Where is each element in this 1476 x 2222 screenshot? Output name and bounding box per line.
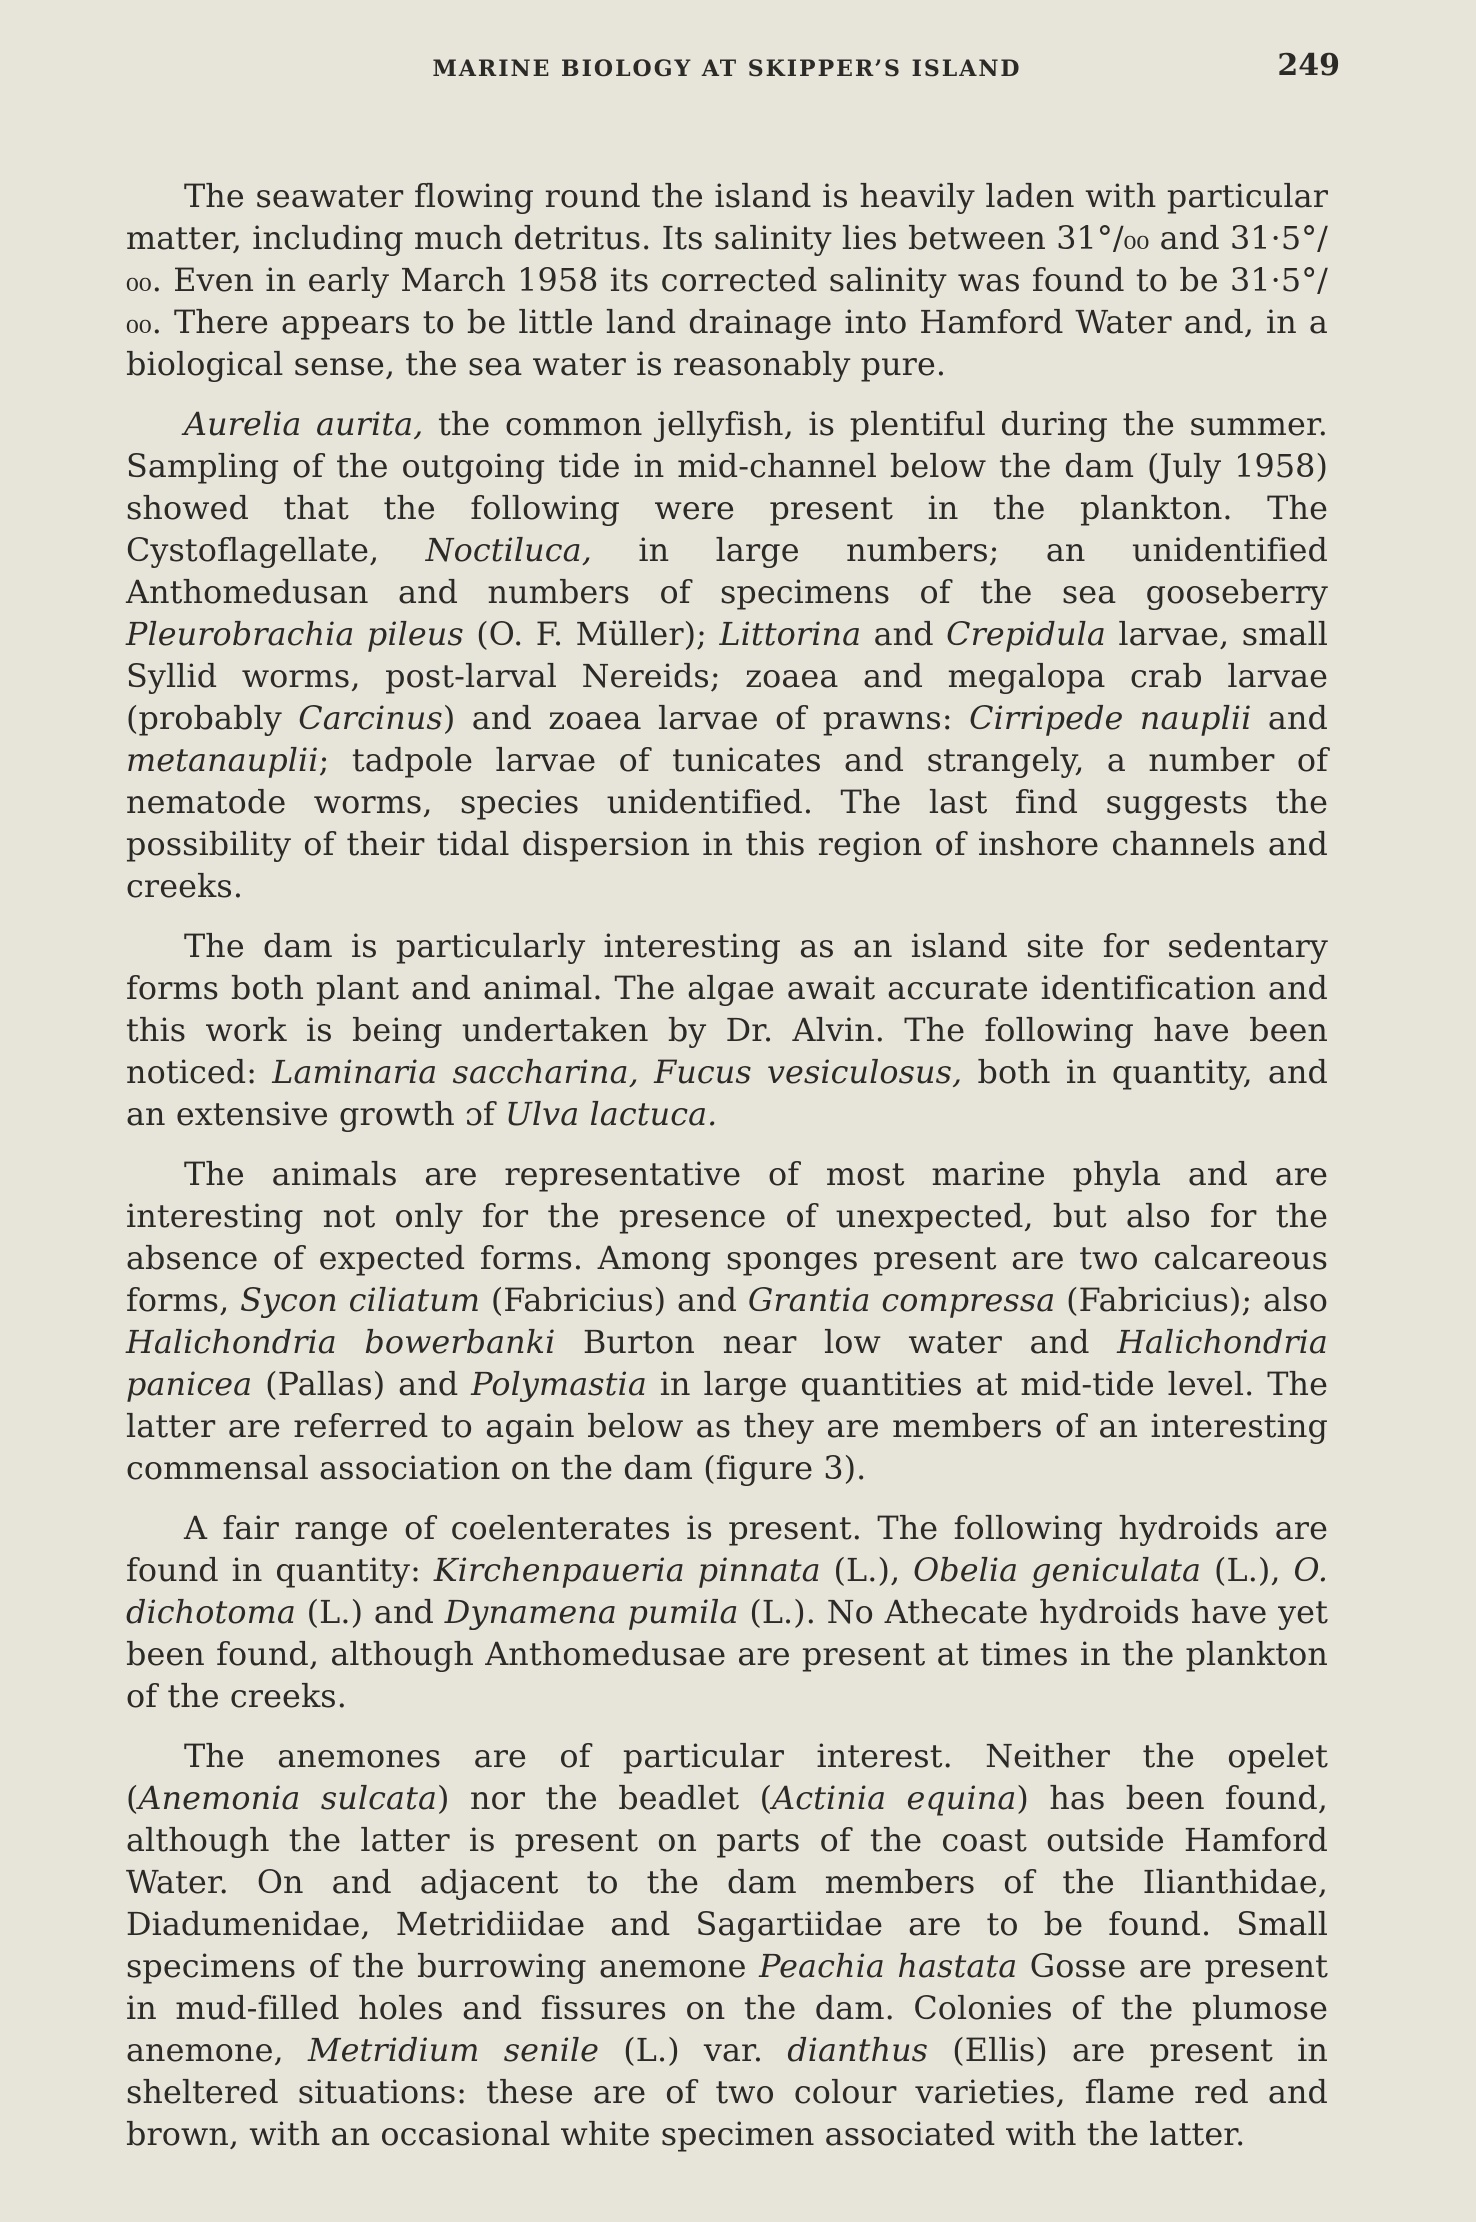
italic-term: Actinia equina [772,1780,1017,1817]
paragraph-algae [126,926,1328,1136]
italic-term: O. dichotoma [126,1552,1329,1631]
text-run: and [861,616,947,653]
text-run: The anemones are of particular interest. Neither the opelet ( [126,1738,1328,1817]
paragraph-salinity [126,176,1328,386]
italic-term: Halichondria panicea [126,1324,1328,1403]
italic-term: Cirripede nauplii [969,700,1252,737]
text-run: ; tadpole larvae of tunicates and strangely, a number of nematode worms, species unidentified. The last find suggests the possibility of their tidal dispersion in this region of inshore channels and creeks. [126,742,1328,905]
text-run: (Fabricius); also [1055,1282,1328,1319]
text-run: Gosse are present in mud-filled holes and fissures on the dam. Colonies of the plumose anemone, [126,1948,1329,2069]
text-run: (L.), [820,1552,914,1589]
italic-term: Metridium senile [307,2032,600,2069]
italic-term: Grantia compressa [747,1282,1056,1319]
italic-term: dianthus [787,2032,929,2069]
text-run: A fair range of coelenterates is present. The following hydroids are found in quantity: [126,1510,1328,1589]
text-run: (L.) var. [599,2032,788,2069]
text-run: ) and zoaea larvae of prawns: [442,700,970,737]
text-run: Burton near low water and [555,1324,1118,1361]
italic-term: Peachia hastata [759,1948,1018,1985]
text-run: (Pallas) and [252,1366,472,1403]
italic-term: Obelia geniculata [913,1552,1202,1589]
page-number: 249 [1277,48,1340,83]
text-run: The animals are representative of most marine phyla and are interesting not only for the presence of unexpected, but also for the absence of expected forms. Among sponges present are two calcareous forms, [126,1156,1328,1319]
italic-term: Pleurobrachia pileus [126,616,464,653]
text-run: (L.). No Athecate hydroids have yet been found, although Anthomedusae are present at times in the plankton of the creeks. [126,1594,1328,1715]
italic-term: Crepidula [946,616,1106,653]
italic-term: Laminaria saccharina, Fucus vesiculosus, [272,1054,963,1091]
text-run: (Fabricius) and [480,1282,748,1319]
paragraph-hydroids [126,1508,1328,1718]
italic-term: Sycon ciliatum [240,1282,481,1319]
italic-term: Aurelia aurita, [184,406,424,443]
text-run: (O. F. Müller); [463,616,720,653]
text-run: both in quantity, and an extensive growth ɔf [126,1054,1328,1133]
italic-term: Noctiluca, [425,532,592,569]
italic-term: Halichondria bowerbanki [126,1324,556,1361]
text-run: ) nor the beadlet ( [437,1780,773,1817]
text-run: in large numbers; an unidentified Anthomedusan and numbers of specimens of the sea gooseberry [126,532,1328,611]
italic-term: Polymastia [471,1366,647,1403]
text-run: ) has been found, although the latter is present on parts of the coast outside Hamford Water. On and adjacent to the dam members of the Ilianthidae, Diadumenidae, Metridiidae and Sagartiidae are to be found. Small specimens of the burrowing anemone [126,1780,1328,1985]
text-run: larvae, small Syllid worms, post-larval Nereids; zoaea and megalopa crab larvae (probably [126,616,1328,737]
italic-term: Carcinus [298,700,443,737]
text-run: in large quantities at mid-tide level. The latter are referred to again below as they are members of an interesting commensal association on the dam (figure 3). [126,1366,1328,1487]
running-title: MARINE BIOLOGY AT SKIPPER’S ISLAND [432,56,1022,82]
paragraph-sponges [126,1154,1328,1490]
text-run: (Ellis) are present in sheltered situations: these are of two colour varieties, flame red and brown, with an occasional white specimen associated with the latter. [126,2032,1328,2153]
text-run: and [1251,700,1328,737]
italic-term: Dynamena pumila [444,1594,739,1631]
text-run: The seawater flowing round the island is heavily laden with particular matter, including much detritus. Its salinity lies between 31°/₀₀ and 31·5°/₀₀. Even in early March 1958 its corrected salinity was found to be 31·5°/₀₀. There appears to be little land drainage into Hamford Water and, in a biological sense, the sea water is reasonably pure. [126,178,1328,383]
paragraph-plankton [126,404,1328,908]
italic-term: Anemonia sulcata [138,1780,438,1817]
paragraph-anemones [126,1736,1328,2156]
running-head [126,48,1340,104]
text-run: (L.), [1201,1552,1294,1589]
italic-term: Ulva lactuca. [505,1096,718,1133]
italic-term: metanauplii [126,742,319,779]
italic-term: Kirchenpaueria pinnata [433,1552,821,1589]
italic-term: Littorina [719,616,862,653]
text-run: the common jellyfish, is plentiful during the summer. Sampling of the outgoing tide in mid-channel below the dam (July 1958) showed that the following were present in the plankton. The Cystoflagellate, [126,406,1328,569]
text-run: The dam is particularly interesting as an island site for sedentary forms both plant and animal. The algae await accurate identification and this work is being undertaken by Dr. Alvin. The following have been noticed: [126,928,1328,1091]
body-text [126,176,1328,2156]
text-run: (L.) and [295,1594,445,1631]
